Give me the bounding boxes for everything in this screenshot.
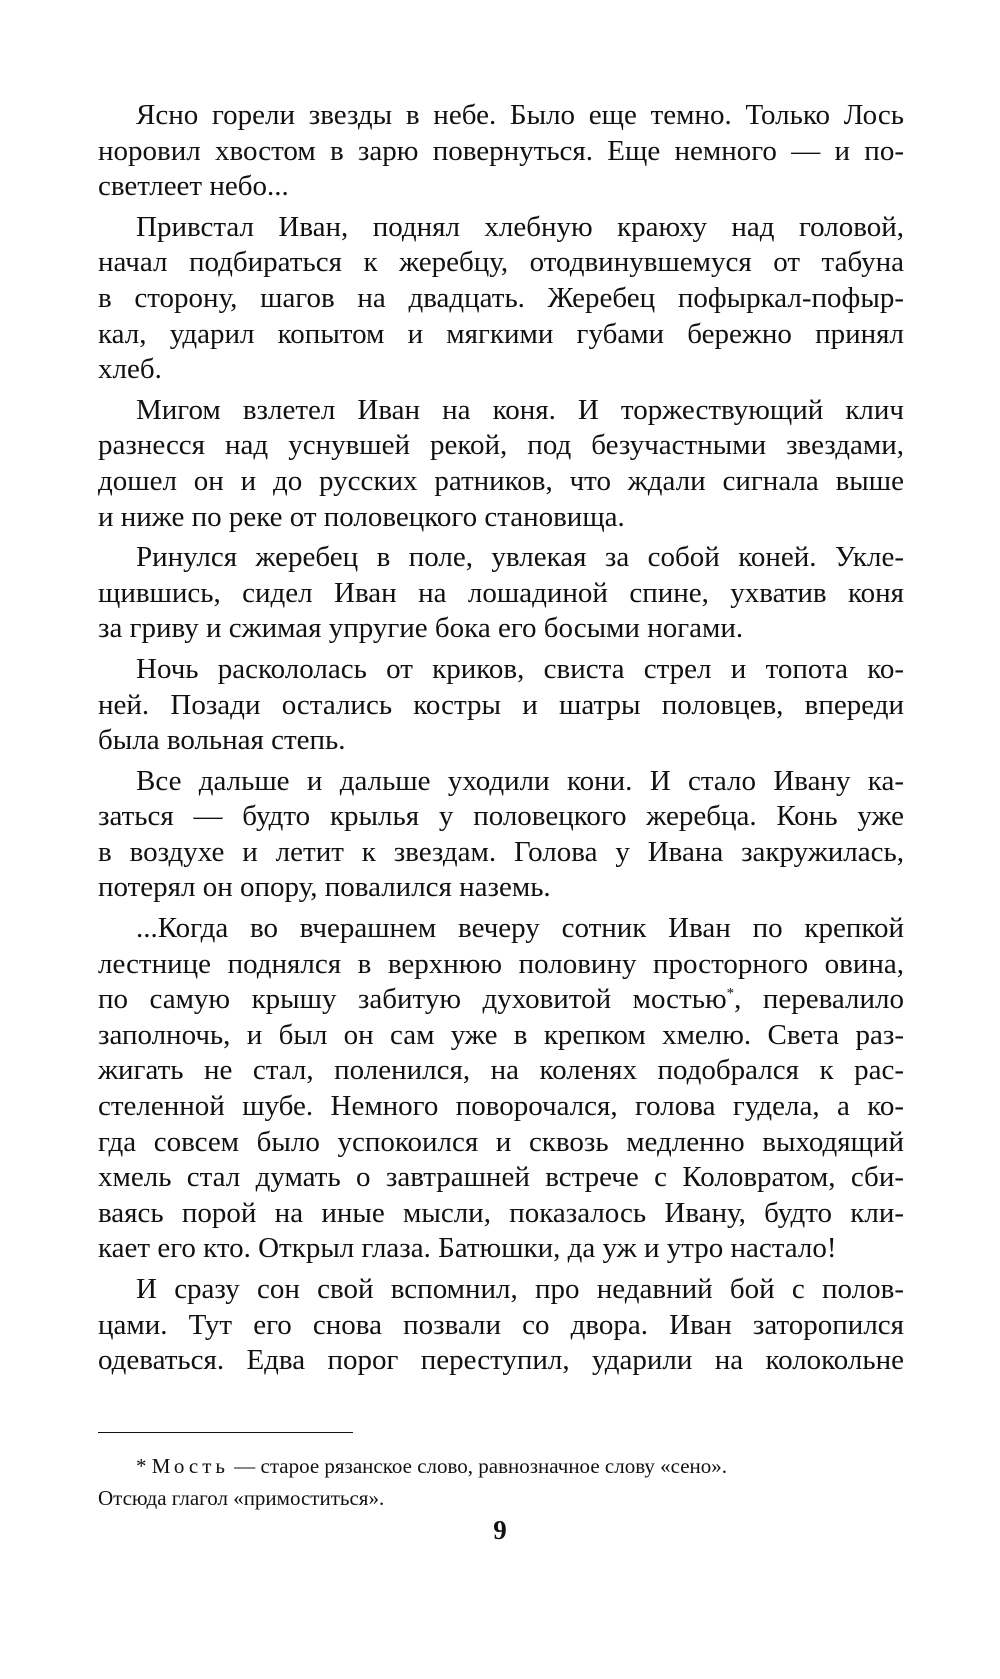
text-line: лестнице поднялся в верхнюю половину просторного овина, (98, 947, 904, 980)
footnote (98, 1450, 904, 1514)
footnote-term: Мость (151, 1454, 229, 1478)
text-line: за гриву и сжимая упругие бока его босыми ногами. (98, 612, 744, 645)
paragraph-7 (98, 911, 904, 1267)
footnote-reference[interactable]: * (726, 985, 735, 1002)
text-line: Мигом взлетел Иван на коня. И торжествующий клич (136, 393, 904, 426)
footnote-divider (98, 1432, 353, 1433)
text-line: заться — будто крылья у половецкого жеребца. Конь уже (98, 800, 904, 833)
text-line: и ниже по реке от половецкого становища. (98, 500, 625, 533)
text-line: Привстал Иван, поднял хлебную краюху над головой, (136, 210, 904, 243)
text-line: в сторону, шагов на двадцать. Жеребец пофыркал-пофыр- (98, 281, 904, 314)
paragraph-4 (98, 540, 904, 647)
paragraph-1 (98, 98, 904, 205)
text-segment: , перевалило (734, 983, 904, 1016)
paragraph-8 (98, 1272, 904, 1379)
text-line: начал подбираться к жеребцу, отодвинувшемуся от табуна (98, 246, 904, 279)
text-line: ...Когда во вчерашнем вечеру сотник Иван по крепкой (136, 912, 904, 945)
text-line: ваясь порой на иные мысли, показалось Ивану, будто кли- (98, 1196, 904, 1229)
text-line: дошел он и до русских ратников, что ждали сигнала выше (98, 464, 904, 497)
text-line: была вольная степь. (98, 724, 346, 757)
footnote-definition: — старое рязанское слово, равнозначное слову «сено». (229, 1454, 728, 1478)
text-line: одеваться. Едва порог переступил, ударили на колокольне (98, 1344, 904, 1377)
paragraph-3 (98, 393, 904, 535)
text-line: заполночь, и был он сам уже в крепком хмелю. Света раз- (98, 1018, 904, 1051)
text-line-with-footnote (98, 982, 904, 1018)
footnote-line: Отсюда глагол «примоститься». (98, 1486, 385, 1510)
text-line: разнесся над уснувшей рекой, под безучастными звездами, (98, 429, 904, 462)
page-number: 9 (493, 1515, 507, 1545)
text-line: ней. Позади остались костры и шатры половцев, впереди (98, 688, 904, 721)
text-line: хлеб. (98, 353, 162, 386)
text-line: щившись, сидел Иван на лошадиной спине, ухватив коня (98, 576, 904, 609)
text-line: Ночь раскололась от криков, свиста стрел и топота ко- (136, 652, 904, 685)
paragraph-2 (98, 210, 904, 388)
text-line: гда совсем было успокоился и сквозь медленно выходящий (98, 1125, 904, 1158)
paragraph-5 (98, 652, 904, 759)
book-page-body (98, 98, 904, 1384)
text-line: Все дальше и дальше уходили кони. И стало Ивану ка- (136, 764, 904, 797)
text-line: стеленной шубе. Немного поворочался, голова гудела, а ко- (98, 1090, 904, 1123)
text-line: кал, ударил копытом и мягкими губами бережно принял (98, 317, 904, 350)
footnote-line (98, 1450, 904, 1482)
text-line: светлеет небо... (98, 170, 289, 203)
paragraph-6 (98, 764, 904, 906)
text-line: И сразу сон свой вспомнил, про недавний бой с полов- (136, 1273, 904, 1305)
text-line: Ясно горели звезды в небе. Было еще темно. Только Лось (136, 99, 904, 131)
text-segment: по самую крышу забитую духовитой мостью (98, 983, 727, 1016)
text-line: потерял он опору, повалился наземь. (98, 871, 551, 904)
text-line: в воздухе и летит к звездам. Голова у Ивана закружилась, (98, 835, 904, 868)
footnote-marker: * (136, 1454, 147, 1478)
text-line: кает его кто. Открыл глаза. Батюшки, да уж и утро настало! (98, 1232, 837, 1265)
text-line: жигать не стал, поленился, на коленях подобрался к рас- (98, 1054, 904, 1087)
text-line: норовил хвостом в зарю повернуться. Еще немного — и по- (98, 134, 904, 167)
text-line: Ринулся жеребец в поле, увлекая за собой коней. Укле- (136, 541, 904, 574)
text-line: хмель стал думать о завтрашней встрече с Коловратом, сби- (98, 1161, 904, 1194)
text-line: цами. Тут его снова позвали со двора. Иван заторопился (98, 1308, 904, 1341)
